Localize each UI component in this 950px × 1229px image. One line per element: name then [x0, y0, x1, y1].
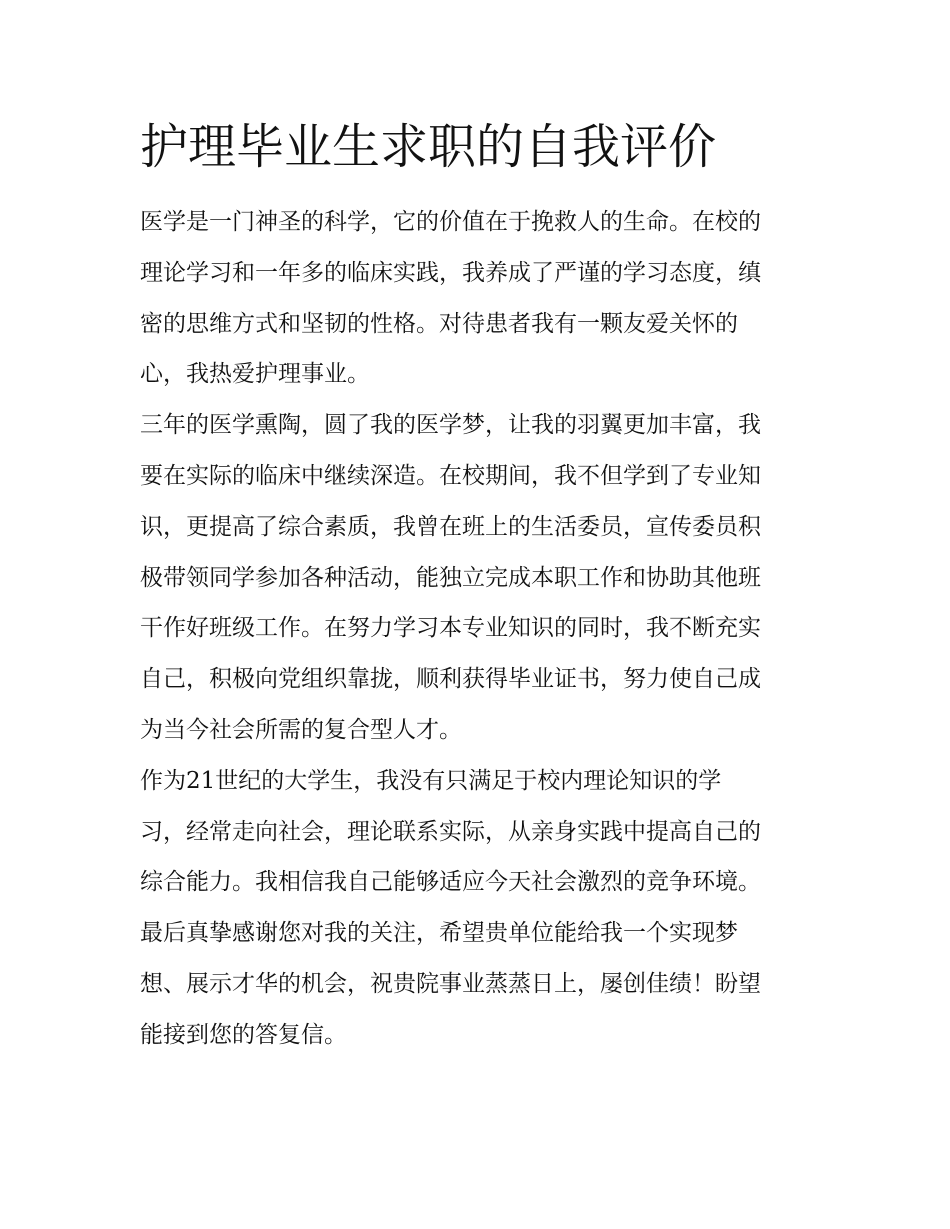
text-line: 三年的医学熏陶，圆了我的医学梦，让我的羽翼更加丰富，我 [140, 412, 761, 439]
text-line: 习，经常走向社会，理论联系实际，从亲身实践中提高自己的 [140, 818, 761, 845]
text-line: 能接到您的答复信。 [140, 1021, 347, 1048]
text-line: 自己，积极向党组织靠拢，顺利获得毕业证书，努力使自己成 [140, 666, 761, 693]
text-line: 想、展示才华的机会，祝贵院事业蒸蒸日上，屡创佳绩！盼望 [140, 970, 761, 997]
text-line: 最后真挚感谢您对我的关注，希望贵单位能给我一个实现梦 [140, 920, 738, 947]
text-line: 干作好班级工作。在努力学习本专业知识的同时，我不断充实 [140, 615, 761, 642]
text-line: 极带领同学参加各种活动，能独立完成本职工作和协助其他班 [140, 564, 761, 591]
text-line: 综合能力。我相信我自己能够适应今天社会激烈的竞争环境。 [140, 869, 761, 896]
text-line: 心，我热爱护理事业。 [140, 361, 370, 388]
text-line: 理论学习和一年多的临床实践，我养成了严谨的学习态度，缜 [140, 259, 761, 286]
text-line: 为当今社会所需的复合型人才。 [140, 716, 462, 743]
text-line: 作为21世纪的大学生，我没有只满足于校内理论知识的学 [140, 767, 722, 794]
text-line: 要在实际的临床中继续深造。在校期间，我不但学到了专业知 [140, 462, 761, 489]
document-body [140, 197, 820, 1061]
document-title: 护理毕业生求职的自我评价 [140, 119, 717, 175]
text-line: 密的思维方式和坚韧的性格。对待患者我有一颗友爱关怀的 [140, 310, 738, 337]
text-line: 识，更提高了综合素质，我曾在班上的生活委员，宣传委员积 [140, 513, 761, 540]
text-line: 医学是一门神圣的科学，它的价值在于挽救人的生命。在校的 [140, 209, 761, 235]
